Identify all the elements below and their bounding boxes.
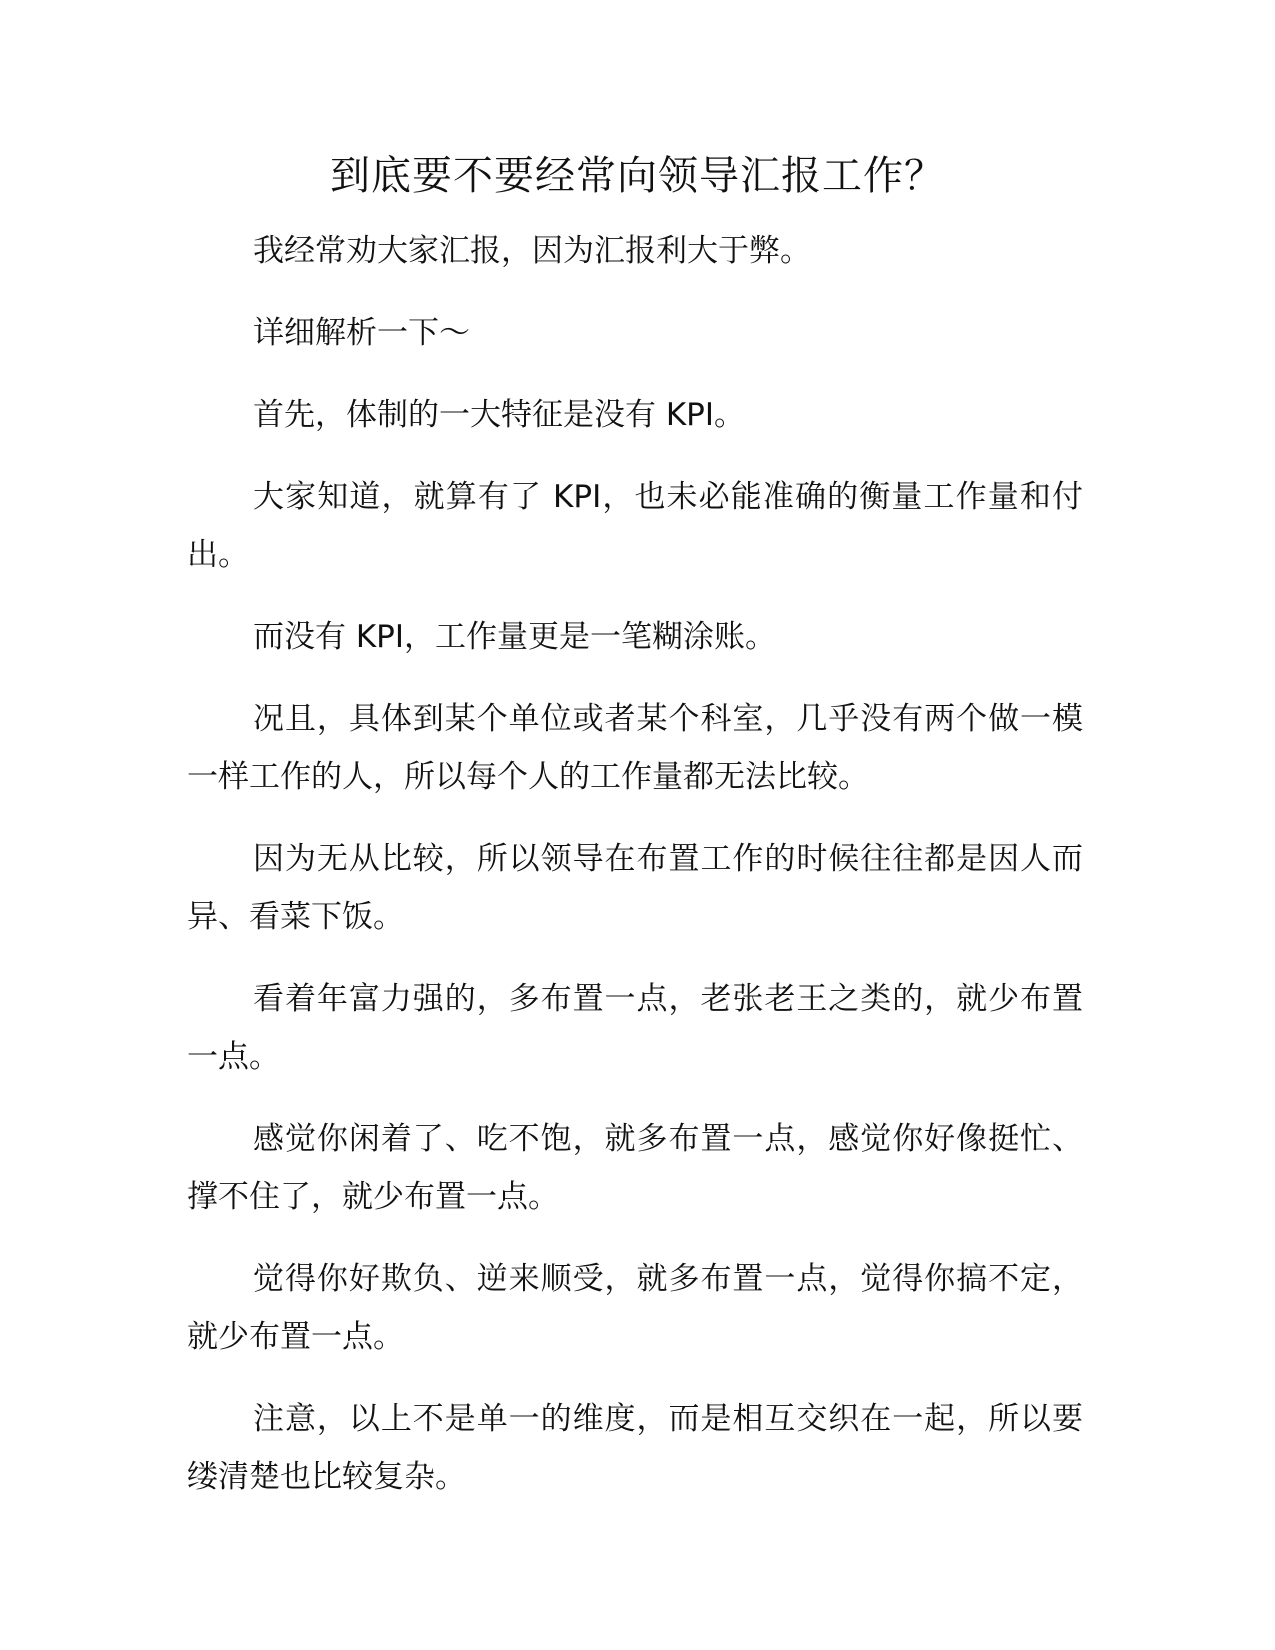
paragraph-10: 觉得你好欺负、逆来顺受，就多布置一点，觉得你搞不定，就少布置一点。	[187, 1261, 1083, 1355]
paragraph-3: 首先，体制的一大特征是没有 KPI。	[253, 397, 746, 433]
paragraph-7: 因为无从比较，所以领导在布置工作的时候往往都是因人而异、看菜下饭。	[187, 841, 1083, 935]
paragraph-8: 看着年富力强的，多布置一点，老张老王之类的，就少布置一点。	[187, 981, 1083, 1075]
paragraph-11: 注意，以上不是单一的维度，而是相互交织在一起，所以要缕清楚也比较复杂。	[187, 1401, 1083, 1495]
paragraph-5: 而没有 KPI，工作量更是一笔糊涂账。	[253, 619, 777, 655]
paragraph-4: 大家知道，就算有了 KPI，也未必能准确的衡量工作量和付出。	[187, 479, 1083, 573]
paragraph-9: 感觉你闲着了、吃不饱，就多布置一点，感觉你好像挺忙、撑不住了，就少布置一点。	[187, 1121, 1083, 1215]
paragraph-6: 况且，具体到某个单位或者某个科室，几乎没有两个做一模一样工作的人，所以每个人的工作量都无法比较。	[187, 701, 1083, 795]
document-title: 到底要不要经常向领导汇报工作？	[330, 153, 945, 199]
paragraph-1: 我经常劝大家汇报，因为汇报利大于弊。	[253, 233, 811, 269]
paragraph-2: 详细解析一下～	[253, 315, 470, 351]
document-body	[187, 222, 1083, 1530]
